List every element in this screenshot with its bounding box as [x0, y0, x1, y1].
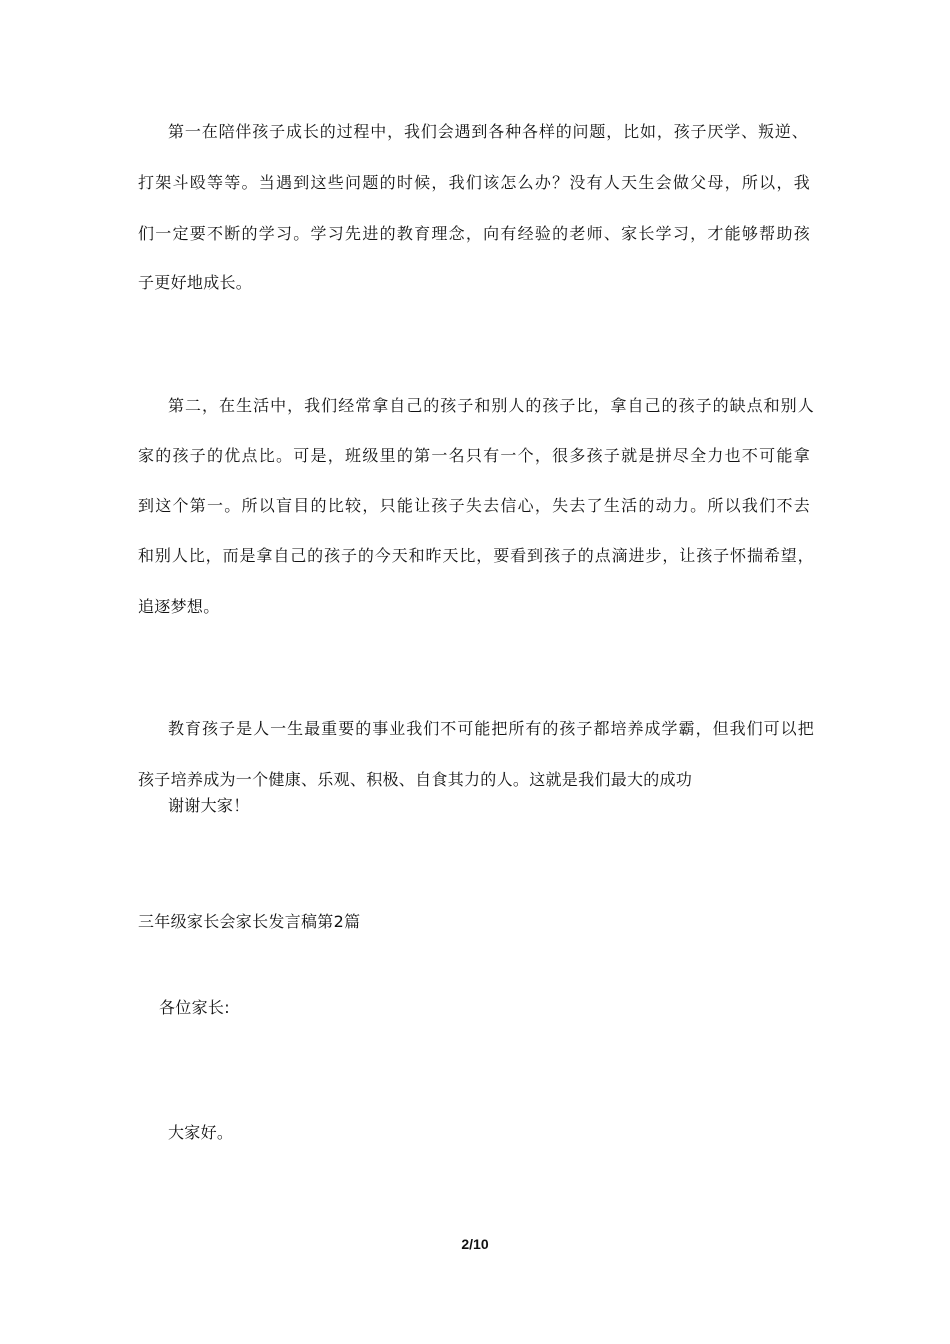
paragraph-1-line-3: 们一定要不断的学习。学习先进的教育理念，向有经验的老师、家长学习，才能够帮助孩	[138, 224, 810, 243]
greeting: 大家好。	[168, 1123, 234, 1142]
paragraph-1-line-4: 子更好地成长。	[138, 273, 253, 292]
thanks-line: 谢谢大家！	[168, 796, 250, 815]
paragraph-2-line-4: 和别人比，而是拿自己的孩子的今天和昨天比，要看到孩子的点滴进步，让孩子怀揣希望，	[138, 546, 814, 565]
paragraph-1-line-2: 打架斗殴等等。当遇到这些问题的时候，我们该怎么办？没有人天生会做父母，所以，我	[138, 173, 810, 192]
paragraph-2-line-2: 家的孩子的优点比。可是，班级里的第一名只有一个，很多孩子就是拼尽全力也不可能拿	[138, 446, 810, 465]
paragraph-2-line-5: 追逐梦想。	[138, 597, 220, 616]
salutation: 各位家长:	[159, 998, 230, 1017]
section-title: 三年级家长会家长发言稿第2篇	[138, 912, 361, 931]
paragraph-3-line-1: 教育孩子是人一生最重要的事业我们不可能把所有的孩子都培养成学霸，但我们可以把	[168, 719, 814, 738]
page-number: 2/10	[461, 1236, 489, 1252]
paragraph-2-line-3: 到这个第一。所以盲目的比较，只能让孩子失去信心，失去了生活的动力。所以我们不去	[138, 496, 810, 515]
paragraph-1-line-1: 第一在陪伴孩子成长的过程中，我们会遇到各种各样的问题，比如，孩子厌学、叛逆、	[168, 122, 808, 141]
paragraph-2-line-1: 第二，在生活中，我们经常拿自己的孩子和别人的孩子比，拿自己的孩子的缺点和别人	[168, 396, 814, 415]
paragraph-3-line-2: 孩子培养成为一个健康、乐观、积极、自食其力的人。这就是我们最大的成功	[138, 770, 693, 789]
